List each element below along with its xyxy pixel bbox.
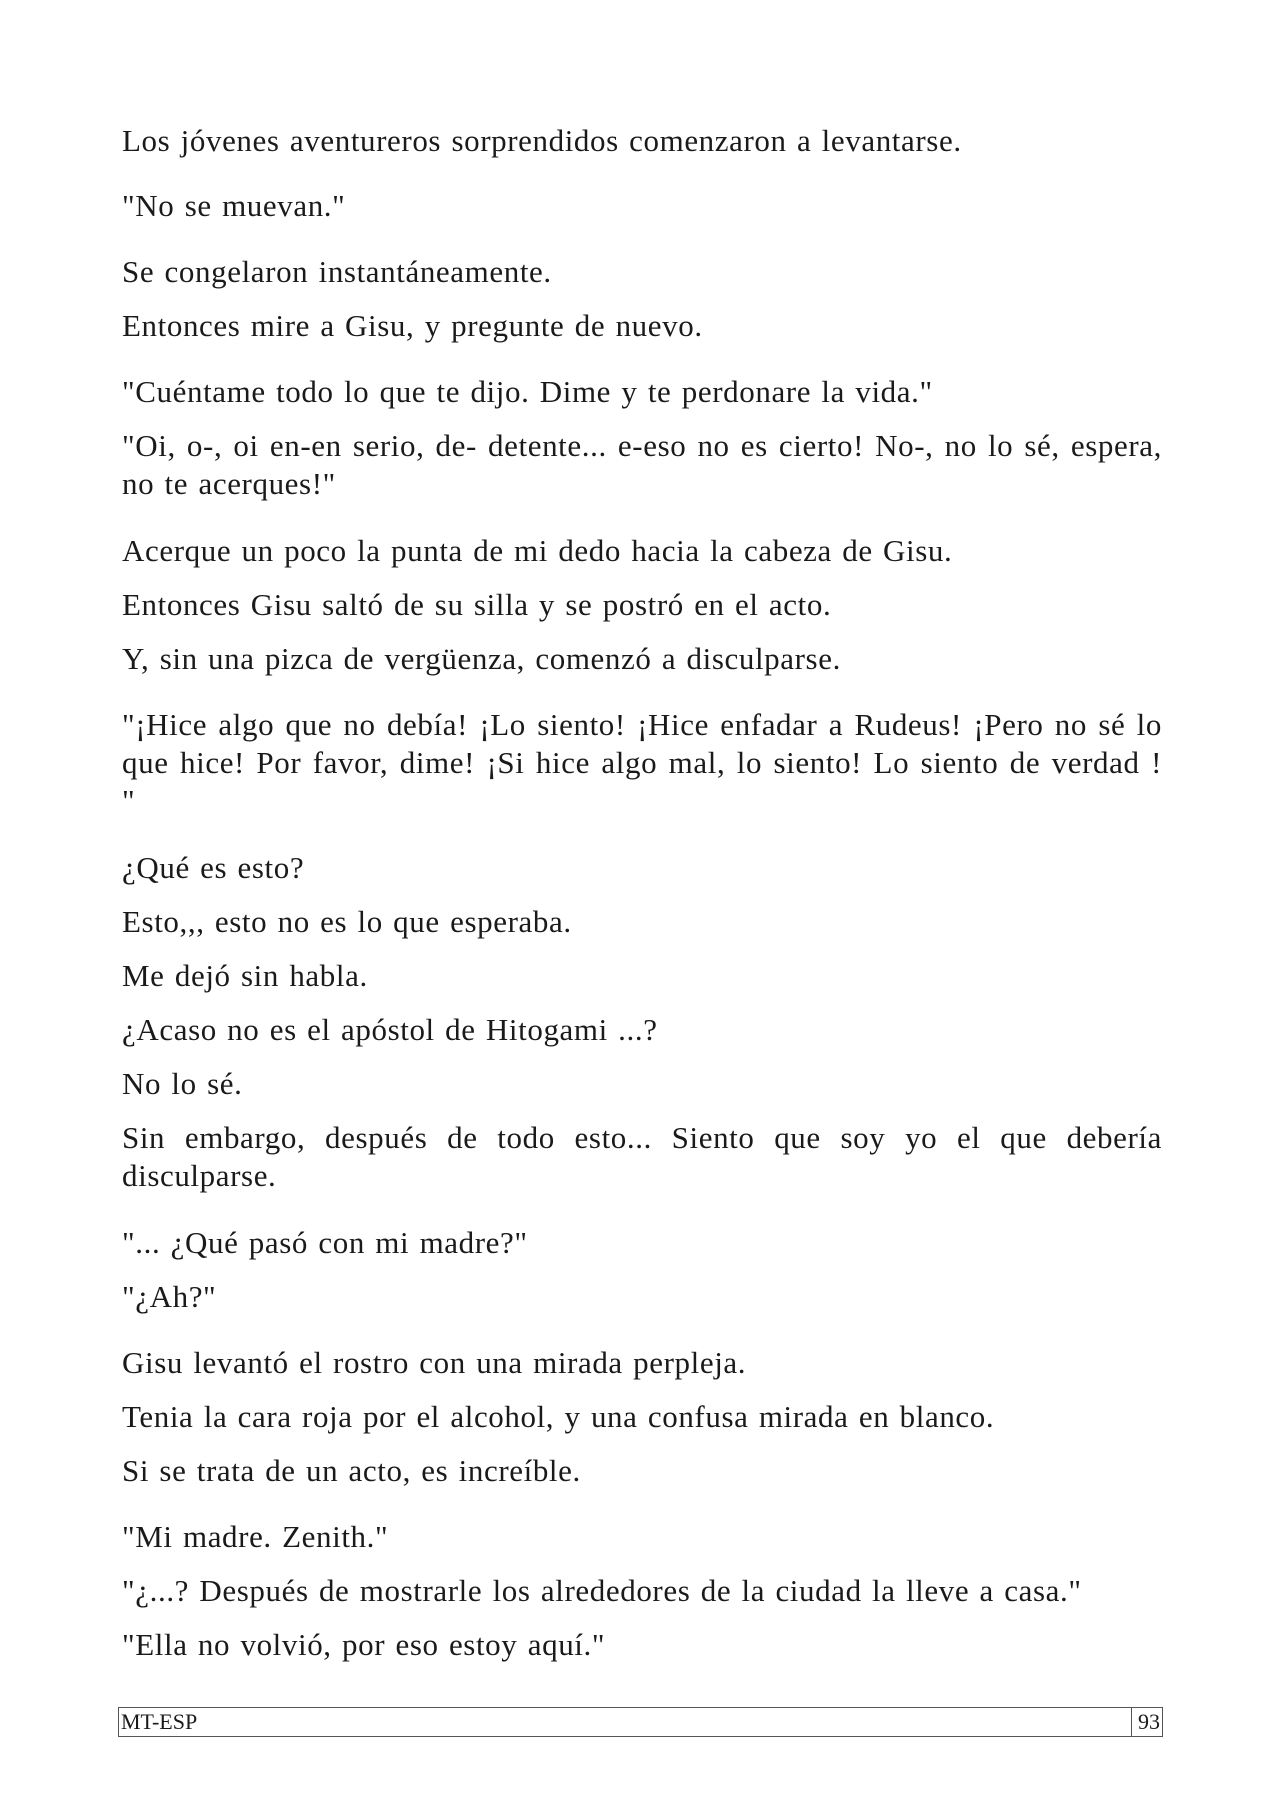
paragraph: "Cuéntame todo lo que te dijo. Dime y te perdonare la vida.": [122, 374, 933, 409]
paragraph: "¿Ah?": [122, 1279, 217, 1314]
paragraph: Tenia la cara roja por el alcohol, y una confusa mirada en blanco.: [122, 1399, 995, 1434]
paragraph: "¡Hice algo que no debía! ¡Lo siento! ¡Hice enfadar a Rudeus! ¡Pero no sé lo que hice! Por favor, dime! ¡Si hice algo mal, lo siento! Lo siento de verdad ! ": [122, 707, 1162, 818]
paragraph: Entonces Gisu saltó de su silla y se postró en el acto.: [122, 587, 832, 622]
paragraph: Se congelaron instantáneamente.: [122, 254, 552, 289]
paragraph: Los jóvenes aventureros sorprendidos comenzaron a levantarse.: [122, 123, 962, 158]
paragraph: Acerque un poco la punta de mi dedo hacia la cabeza de Gisu.: [122, 533, 953, 568]
paragraph: Gisu levantó el rostro con una mirada perpleja.: [122, 1345, 747, 1380]
paragraph: "¿...? Después de mostrarle los alrededores de la ciudad la lleve a casa.": [122, 1573, 1082, 1608]
paragraph: Esto,,, esto no es lo que esperaba.: [122, 904, 572, 939]
paragraph: "No se muevan.": [122, 188, 346, 223]
paragraph: "Mi madre. Zenith.": [122, 1519, 389, 1554]
page-number: 93: [1131, 1708, 1160, 1736]
paragraph: ¿Acaso no es el apóstol de Hitogami ...?: [122, 1012, 658, 1047]
paragraph: "Ella no volvió, por eso estoy aquí.": [122, 1627, 606, 1662]
paragraph: Sin embargo, después de todo esto... Siento que soy yo el que debería disculparse.: [122, 1120, 1162, 1193]
paragraph: Me dejó sin habla.: [122, 958, 368, 993]
paragraph: Si se trata de un acto, es increíble.: [122, 1453, 581, 1488]
paragraph: No lo sé.: [122, 1066, 243, 1101]
paragraph: "Oi, o-, oi en-en serio, de- detente... e-eso no es cierto! No-, no lo sé, espera, no te acerques!": [122, 428, 1162, 501]
paragraph: Entonces mire a Gisu, y pregunte de nuevo.: [122, 308, 703, 343]
footer-label: MT-ESP: [121, 1709, 198, 1734]
paragraph: Y, sin una pizca de vergüenza, comenzó a disculparse.: [122, 641, 841, 676]
paragraph: ¿Qué es esto?: [122, 850, 305, 885]
paragraph: "... ¿Qué pasó con mi madre?": [122, 1225, 528, 1260]
page-footer: [118, 1707, 1163, 1737]
